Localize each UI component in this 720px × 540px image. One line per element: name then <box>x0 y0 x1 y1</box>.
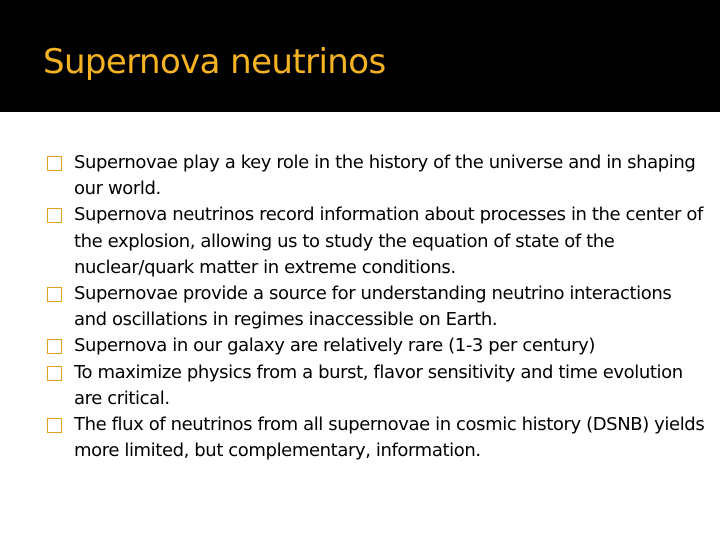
square-bullet-icon <box>47 287 62 302</box>
bullet-item <box>47 281 707 333</box>
bullet-item <box>47 202 707 281</box>
square-bullet-icon <box>47 418 62 433</box>
bullet-text: Supernova in our galaxy are relatively rare (1-3 per century) <box>74 335 596 357</box>
bullet-text: Supernovae play a key role in the history of the universe and in shaping our world. <box>74 152 696 200</box>
slide-title: Supernova neutrinos <box>43 42 386 82</box>
bullet-text: The flux of neutrinos from all supernovae in cosmic history (DSNB) yields more limited, but complementary, information. <box>74 414 705 462</box>
bullet-item <box>47 360 707 412</box>
bullet-item <box>47 412 707 464</box>
bullet-item <box>47 333 707 359</box>
bullet-text: To maximize physics from a burst, flavor sensitivity and time evolution are critical. <box>74 361 683 409</box>
title-bar <box>0 0 720 112</box>
bullet-text: Supernova neutrinos record information about processes in the center of the explosion, allowing us to study the equation of state of the nuclear/quark matter in extreme conditions. <box>74 204 703 278</box>
bullet-item <box>47 150 707 202</box>
square-bullet-icon <box>47 366 62 381</box>
square-bullet-icon <box>47 156 62 171</box>
square-bullet-icon <box>47 339 62 354</box>
bullet-list <box>47 150 707 464</box>
square-bullet-icon <box>47 208 62 223</box>
bullet-text: Supernovae provide a source for understanding neutrino interactions and oscillations in regimes inaccessible on Earth. <box>74 283 672 331</box>
